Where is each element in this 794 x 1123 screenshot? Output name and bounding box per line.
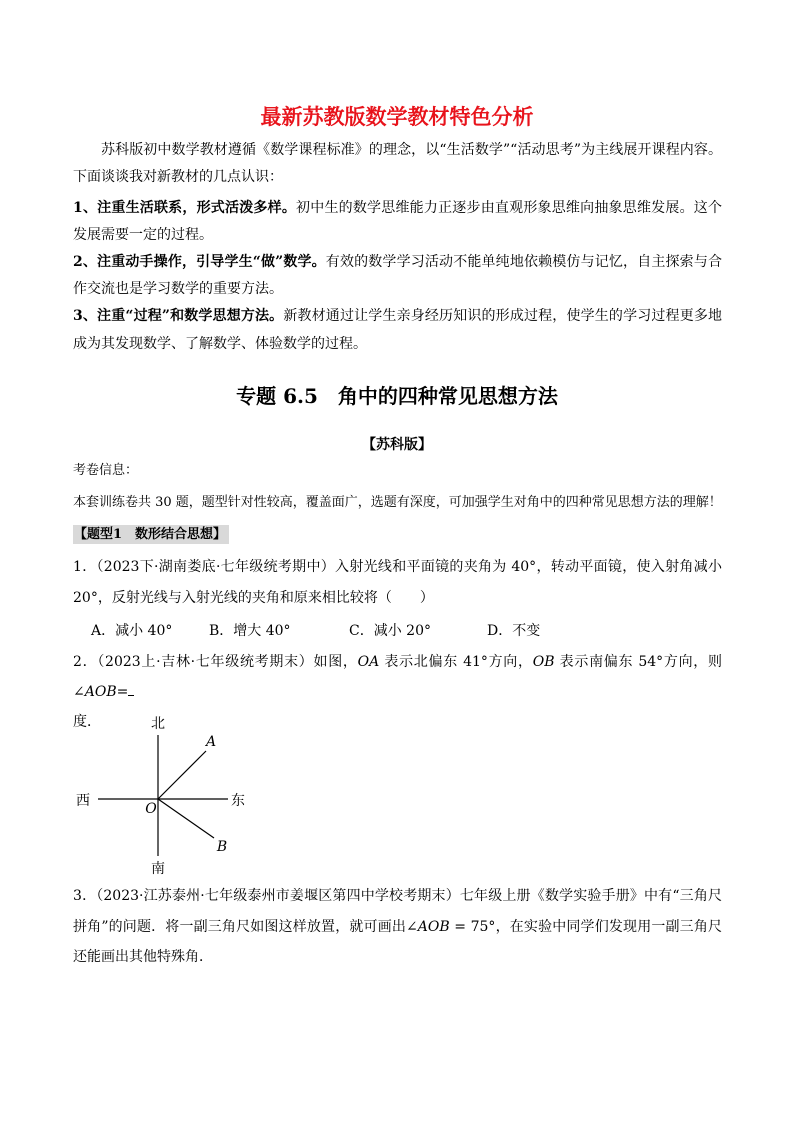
point-text: 初中生的数学思维能力正逐步由直观形象思维向抽象思维发展。这个发展需要一定的过程。 bbox=[73, 200, 722, 243]
question-text: 3．（2023·江苏泰州·七年级泰州市姜堰区第四中学校考期末）七年级上册《数学实验手册》中有“三角尺拼角”的问题．将一副三角尺如图这样放置，就可画出∠ bbox=[73, 888, 722, 935]
section-label: 【题型1 数形结合思想】 bbox=[73, 525, 229, 544]
ray-ob bbox=[158, 799, 214, 838]
option-c: C．减小 20° bbox=[349, 623, 431, 639]
math-symbol: AOB bbox=[84, 684, 117, 700]
point-text: 新教材通过让学生亲身经历知识的形成过程，使学生的学习过程更多地成为其发现数学、了解数学、体验数学的过程。 bbox=[73, 308, 722, 352]
ray-oa bbox=[158, 751, 206, 799]
point-lead: 1、注重生活联系，形式活泼多样。 bbox=[73, 200, 297, 216]
topic-heading: 专题 6.5 角中的四种常见思想方法 bbox=[236, 384, 558, 408]
question-text: 表示北偏东 41°方向， bbox=[379, 654, 533, 670]
label-point-a: A bbox=[205, 734, 217, 750]
label-east: 东 bbox=[231, 793, 245, 809]
option-d: D．不变 bbox=[487, 623, 541, 639]
exam-info-label: 考卷信息： bbox=[73, 463, 139, 478]
answer-blank bbox=[128, 683, 134, 696]
question-text: 度． bbox=[73, 714, 101, 730]
question-text: 2．（2023上·吉林·七年级统考期末）如图， bbox=[73, 654, 358, 670]
intro-paragraph: 苏科版初中数学教材遵循《数学课程标准》的理念，以“生活数学”“活动思考”为主线展开课程内容。下面谈谈我对新教材的几点认识： bbox=[73, 142, 722, 185]
document-title: 最新苏教版数学教材特色分析 bbox=[260, 105, 534, 129]
option-b: B．增大 40° bbox=[209, 623, 291, 639]
exam-info-text: 本套训练卷共 30 题，题型针对性较高，覆盖面广，选题有深度，可加强学生对角中的四种常见思想方法的理解！ bbox=[73, 495, 722, 510]
point-paragraph-3 bbox=[73, 302, 722, 358]
point-paragraph-1 bbox=[73, 195, 722, 248]
math-symbol: AOB bbox=[417, 918, 450, 935]
label-south: 南 bbox=[151, 861, 165, 877]
label-west: 西 bbox=[76, 793, 90, 809]
point-lead: 2、注重动手操作，引导学生“做”数学。 bbox=[73, 254, 326, 270]
question-text: = 75°，在实验中同学们发现用一副三角尺还能画出其他特殊角． bbox=[73, 918, 723, 965]
point-text: 有效的数学学习活动不能单纯地依赖模仿与记忆，自主探索与合作交流也是学习数学的重要方法。 bbox=[73, 254, 722, 297]
question-text: = bbox=[116, 684, 129, 700]
question-3 bbox=[73, 881, 722, 973]
point-lead: 3、注重“过程”和数学思想方法。 bbox=[73, 308, 284, 324]
label-point-b: B bbox=[216, 839, 228, 855]
edition-label: 【苏科版】 bbox=[362, 437, 432, 453]
point-paragraph-2 bbox=[73, 249, 722, 303]
question-1-options bbox=[0, 622, 794, 640]
label-origin-o: O bbox=[145, 801, 157, 817]
question-text: 表示南偏东 54°方向，则∠ bbox=[73, 654, 723, 700]
label-north: 北 bbox=[151, 716, 165, 732]
math-symbol: OB bbox=[532, 654, 555, 670]
option-a: A．减小 40° bbox=[91, 623, 173, 639]
compass-figure bbox=[70, 712, 260, 882]
question-1: 1．（2023下·湖南娄底·七年级统考期中）入射光线和平面镜的夹角为 40°，转动平面镜，使入射角减小 20°，反射光线与入射光线的夹角和原来相比较将（ ） bbox=[73, 559, 722, 606]
math-symbol: OA bbox=[357, 654, 380, 670]
